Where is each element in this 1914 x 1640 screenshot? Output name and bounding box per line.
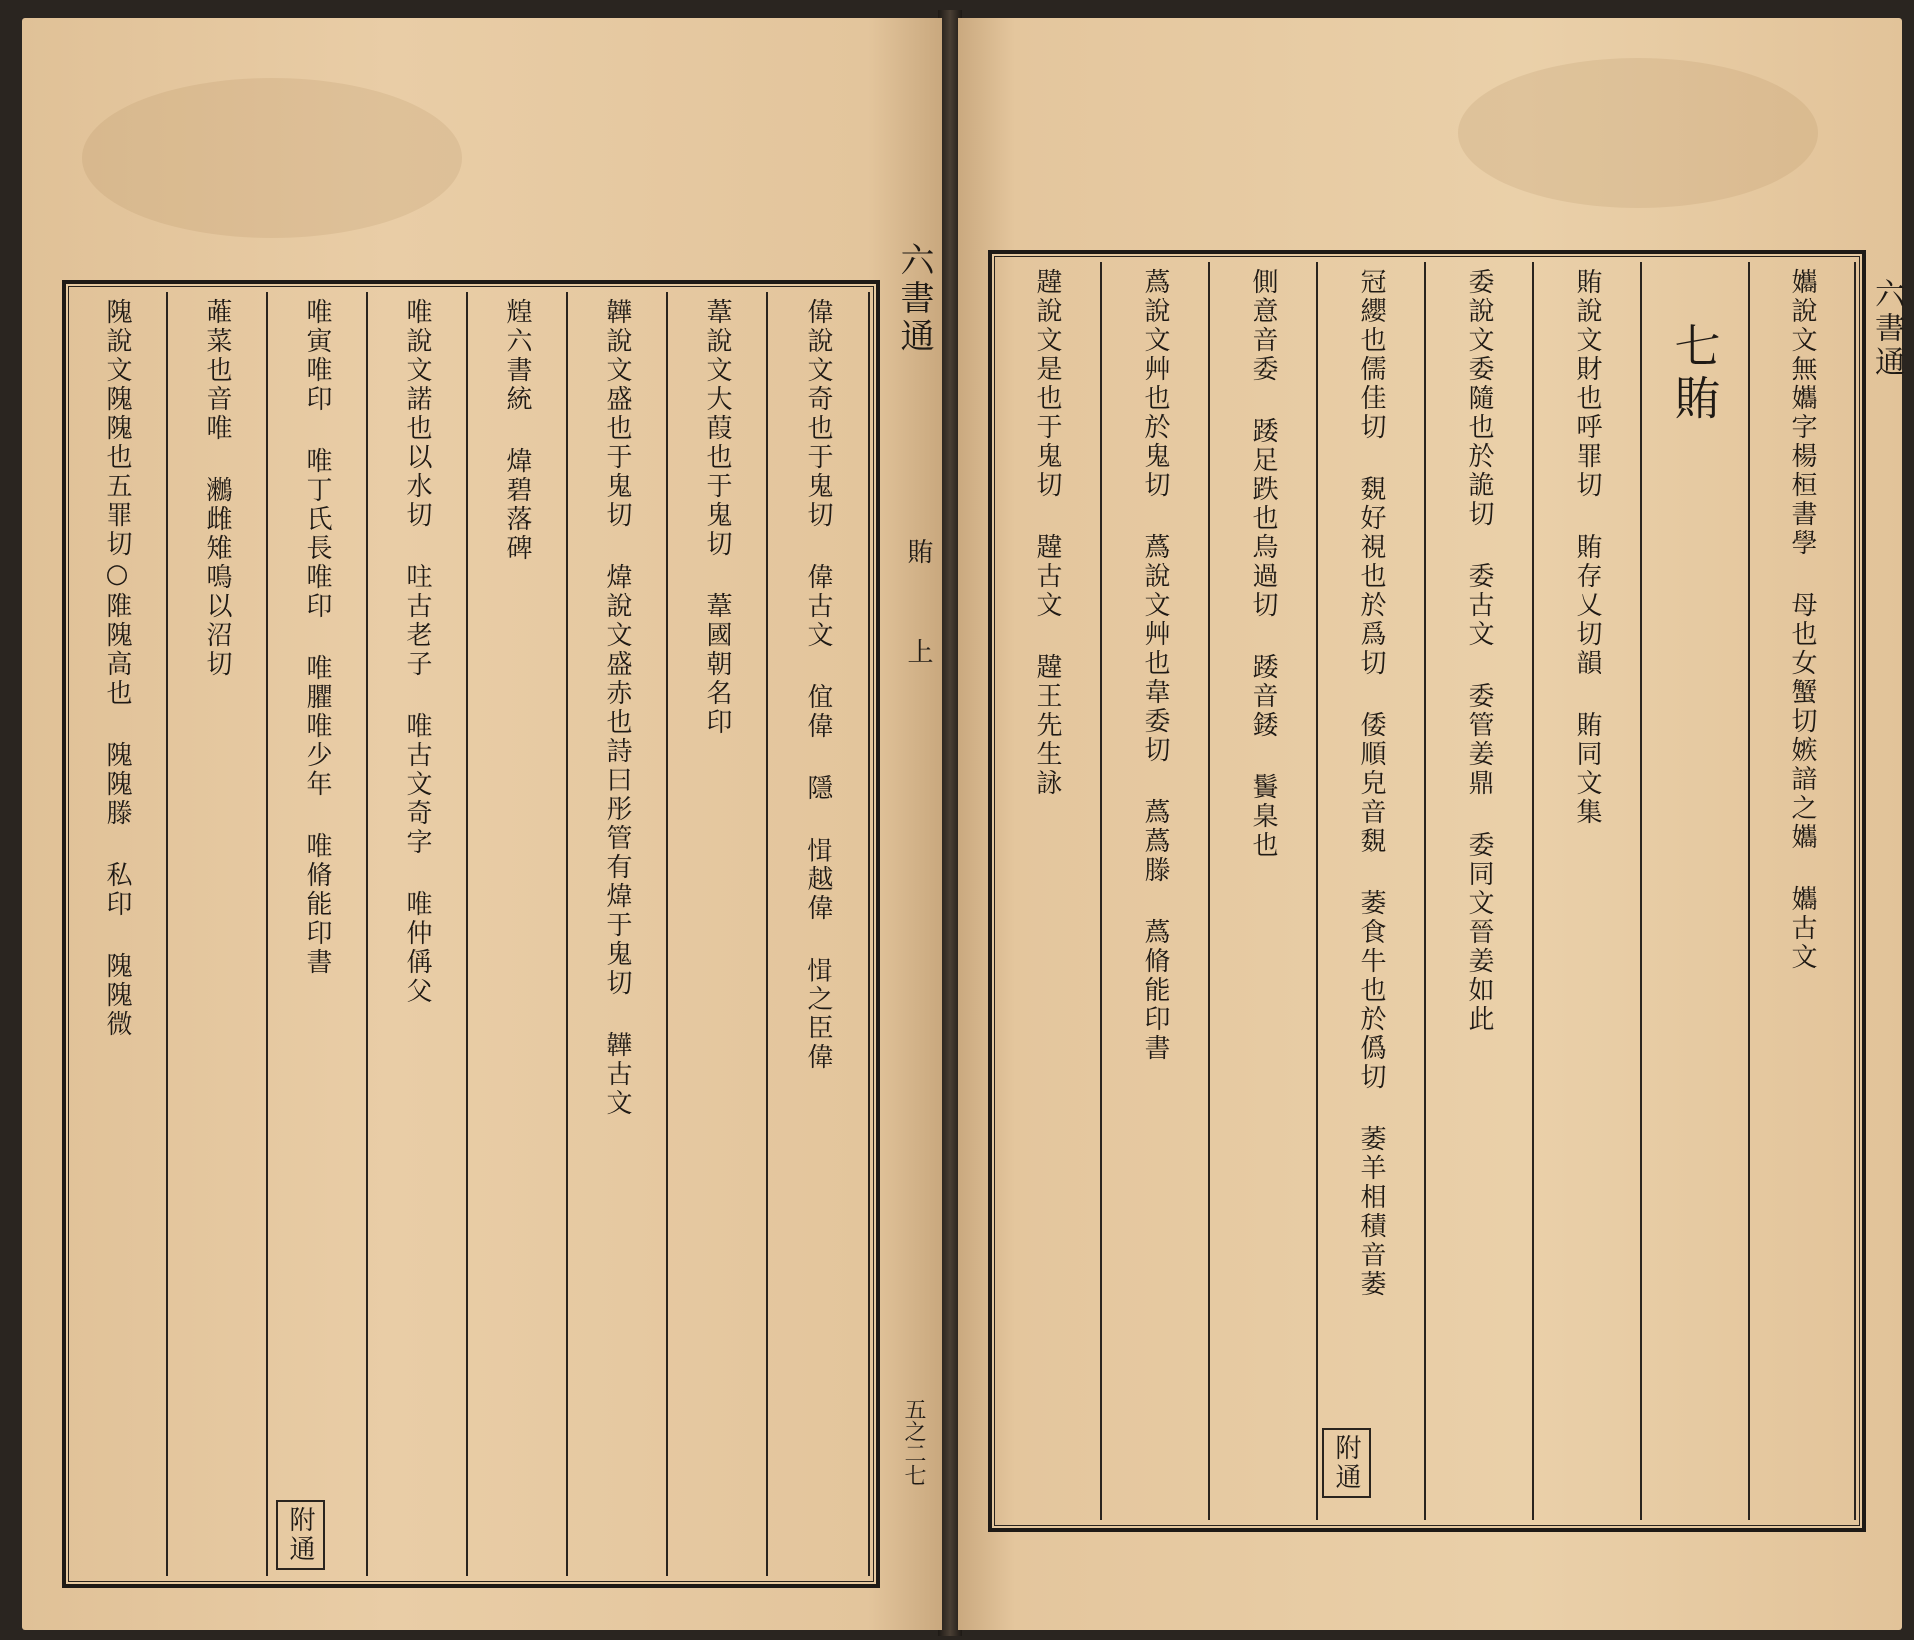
appendix-label: 附通 <box>276 1500 325 1570</box>
column-text: 偉說文奇也于鬼切 偉古文 𠊙偉 隱 𢜱越偉 𢜱之臣偉 <box>802 298 833 1072</box>
column-text: 唯寅唯印 唯丁氏長唯印 唯臞唯少年 唯脩能印書 <box>301 298 332 977</box>
column-text: 韡說文盛也于鬼切 煒說文盛赤也詩曰彤管有煒于鬼切 韡古文 <box>601 298 632 1118</box>
left-column-7 <box>166 292 268 1576</box>
left-text-block <box>62 280 880 1588</box>
left-column-2 <box>666 292 768 1576</box>
column-text: 隗說文隗隗也五罪切○陮隗高也 隗隗滕 私印 隗隗微 <box>101 298 132 1039</box>
column-text: 側意音委 踒足跌也烏過切 踒音錗 䰎臬也 <box>1247 268 1278 860</box>
appendix-label: 附通 <box>1322 1428 1371 1498</box>
column-text: 唯說文諾也以水切 𠰍古老子 唯古文奇字 唯仲偁父 <box>401 298 432 1006</box>
left-column-1 <box>766 292 870 1576</box>
right-column-2 <box>1640 262 1750 1520</box>
right-column-8 <box>992 262 1102 1520</box>
left-margin-title: 六書通 <box>894 242 934 356</box>
right-column-7 <box>1100 262 1210 1520</box>
column-text: 𤾗六書統 煒碧落碑 <box>501 298 532 563</box>
column-text: 賄說文財也呼罪切 賄存乂切韻 賄同文集 <box>1571 268 1602 827</box>
left-margin-volume: 上 <box>903 638 933 668</box>
column-text: 葦說文大葭也于鬼切 葦國朝名印 <box>701 298 732 737</box>
left-column-5 <box>366 292 468 1576</box>
left-column-3 <box>566 292 668 1576</box>
left-column-4 <box>466 292 568 1576</box>
left-margin-rhyme: 賄 <box>903 538 933 568</box>
right-column-6 <box>1208 262 1318 1520</box>
right-column-5 <box>1316 262 1426 1520</box>
right-column-4 <box>1424 262 1534 1520</box>
column-text: 蓶菜也音唯 𪆵雌雉鳴以沼切 <box>201 298 232 679</box>
rhyme-heading: 七賄 <box>1667 322 1722 426</box>
column-text: 孈說文無孈字楊桓書學 母也女蟹切嫉諳之孈 孈古文 <box>1786 268 1817 972</box>
left-column-8 <box>66 292 168 1576</box>
column-text: 冠纓也儒佳切 覣好視也於爲切 倭順皃音覣 萎食牛也於僞切 萎羊相積音萎 <box>1355 268 1386 1299</box>
right-text-block <box>988 250 1866 1532</box>
column-text: 蔿說文艸也於鬼切 蔿說文艸也韋委切 蔿蔿滕 蔿脩能印書 <box>1139 268 1170 1063</box>
right-page <box>958 18 1902 1630</box>
column-text: 委說文委隨也於詭切 委古文 委管姜鼎 委同文晉姜如此 <box>1463 268 1494 1034</box>
left-column-6 <box>266 292 368 1576</box>
paper-stain <box>1458 58 1818 208</box>
left-page <box>22 18 942 1630</box>
right-column-1 <box>1748 262 1856 1520</box>
left-folio: 五之二七 <box>901 1398 926 1486</box>
right-column-3 <box>1532 262 1642 1520</box>
column-text: 韙說文是也于鬼切 韙古文 韙王先生詠 <box>1031 268 1062 798</box>
right-margin-title: 六書通 <box>1869 278 1904 380</box>
paper-stain <box>82 78 462 238</box>
